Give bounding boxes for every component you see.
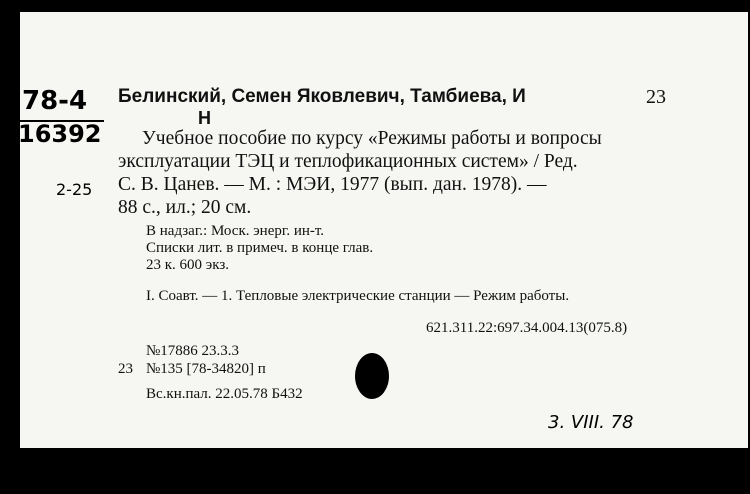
card-number: 23 xyxy=(646,86,666,108)
call-number-line2: 16392 xyxy=(18,120,102,148)
scan-border xyxy=(0,448,750,494)
title-line-3: С. В. Цанев. — М. : МЭИ, 1977 (вып. дан. 1978). — xyxy=(118,174,547,195)
title-line-1: Учебное пособие по курсу «Режимы работы и вопросы xyxy=(142,128,602,149)
call-number-line1: 78-4 xyxy=(22,86,88,116)
margin-note: 2-25 xyxy=(56,180,93,199)
authors-heading-cont: Н xyxy=(198,108,211,128)
tracing-line: I. Соавт. — 1. Тепловые электрические станции — Режим работы. xyxy=(146,288,570,304)
udc-code: 621.311.22:697.34.004.13(075.8) xyxy=(426,320,628,336)
title-line-2: эксплуатации ТЭЦ и теплофикационных систем» / Ред. xyxy=(118,151,578,172)
registration-line-3: Вс.кн.пал. 22.05.78 Б432 xyxy=(146,386,303,402)
note-line-1: В надзаг.: Моск. энерг. ин-т. xyxy=(146,223,325,239)
handwritten-date: 3. VIII. 78 xyxy=(548,412,634,433)
registration-line-1: №17886 23.3.3 xyxy=(146,343,240,359)
note-line-3: 23 к. 600 экз. xyxy=(146,257,229,273)
authors-heading: Белинский, Семен Яковлевич, Тамбиева, И xyxy=(118,86,526,107)
registration-prefix: 23 xyxy=(118,361,133,377)
punch-hole xyxy=(355,353,389,399)
note-line-2: Списки лит. в примеч. в конце глав. xyxy=(146,240,374,256)
registration-line-2: №135 [78-34820] п xyxy=(146,361,266,377)
title-line-4: 88 с., ил.; 20 см. xyxy=(118,197,252,218)
